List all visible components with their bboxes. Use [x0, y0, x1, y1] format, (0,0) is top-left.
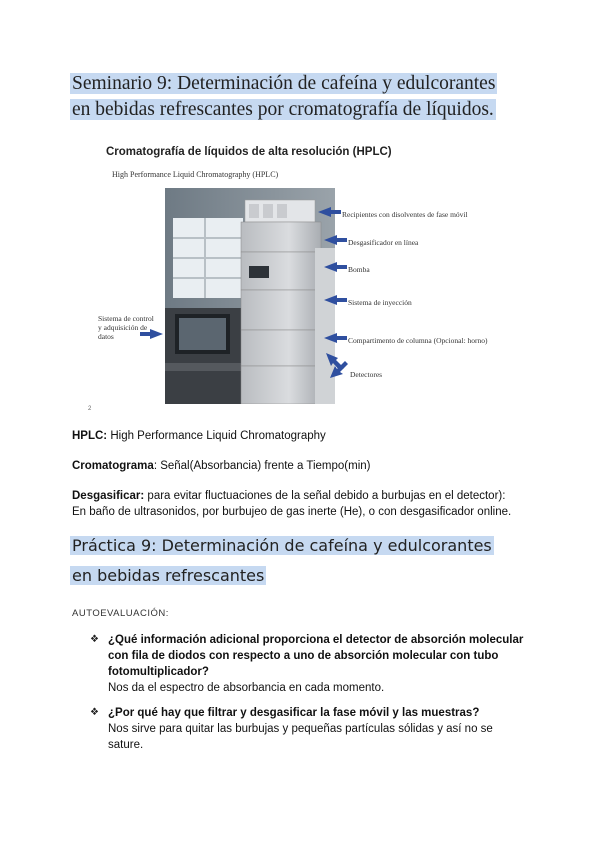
arrow-recipientes: [318, 207, 341, 217]
definition-desgasificar: Desgasificar: para evitar fluctuaciones de la señal debido a burbujas en el detector): En baño de ultrasonidos, por burbujeo de gas inerte (He), o con desgasificador online.: [72, 490, 512, 518]
definition-hplc: HPLC: High Performance Liquid Chromatography: [72, 430, 326, 442]
figure-subtitle: High Performance Liquid Chromatography (HPLC): [112, 170, 279, 179]
label-recipientes: Recipientes con disolventes de fase móvil: [342, 210, 468, 219]
label-inyeccion: Sistema de inyección: [348, 298, 412, 307]
arrow-inyeccion: [324, 295, 347, 305]
answer-1: Nos da el espectro de absorbancia en cada momento.: [108, 682, 385, 694]
label-detectores: Detectores: [350, 370, 383, 379]
label-control: Sistema de control y adquisición de datos: [98, 314, 154, 341]
label-columna: Compartimento de columna (Opcional: horno): [348, 336, 488, 345]
arrow-desgasificador: [324, 235, 347, 245]
label-bomba: Bomba: [348, 265, 370, 274]
seminar-title: Seminario 9: Determinación de cafeína y edulcorantes en bebidas refrescantes por cromatografía de líquidos.: [72, 73, 496, 120]
bullet-icon: ❖: [90, 634, 99, 645]
figure-title: Cromatografía de líquidos de alta resolución (HPLC): [106, 146, 392, 158]
hplc-figure: [88, 142, 508, 417]
definition-cromatograma: Cromatograma: Señal(Absorbancia) frente a Tiempo(min): [72, 460, 371, 472]
answer-2: Nos sirve para quitar las burbujas y pequeñas partículas sólidas y así no se sature.: [108, 723, 493, 751]
question-2: ¿Por qué hay que filtrar y desgasificar la fase móvil y las muestras? Nos sirve para quitar las burbujas y pequeñas partículas sólidas y así no se sature.: [108, 705, 528, 753]
arrow-bomba: [324, 262, 347, 272]
arrow-columna: [324, 333, 347, 343]
figure-arrows: [88, 142, 508, 417]
label-desgasificador: Desgasificador en línea: [348, 238, 419, 247]
practice-title: Práctica 9: Determinación de cafeína y edulcorantes en bebidas refrescantes: [72, 536, 492, 585]
slide-number: 2: [88, 406, 92, 412]
bullet-icon: ❖: [90, 707, 99, 718]
autoevaluacion-heading: AUTOEVALUACIÓN:: [72, 608, 169, 619]
question-1: ¿Qué información adicional proporciona el detector de absorción molecular con fila de diodos con respecto a uno de absorción molecular con tubo fotomultiplicador? Nos da el espectro de absorbancia en cada momento.: [108, 632, 528, 696]
